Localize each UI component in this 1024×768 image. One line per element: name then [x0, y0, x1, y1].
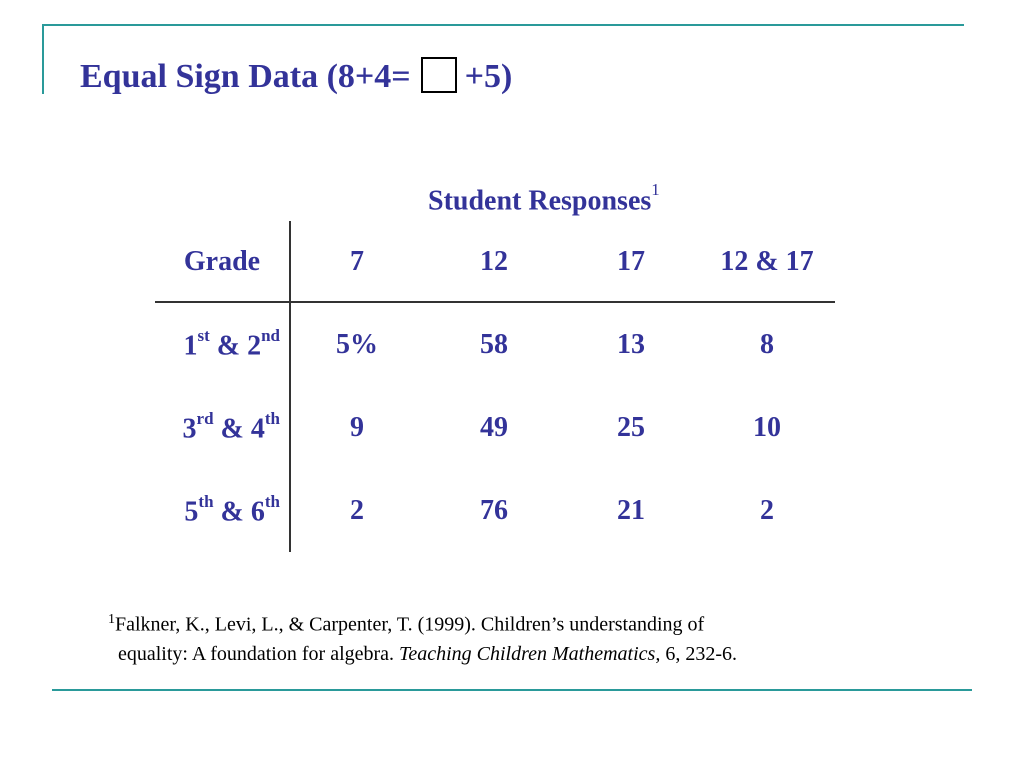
row-3-grade-b: & 6	[220, 496, 265, 528]
footnote-line-1-text: Falkner, K., Levi, L., & Carpenter, T. (1999). Children’s understanding of	[115, 613, 705, 636]
row-2-grade	[130, 409, 280, 445]
row-1-col-1: 5%	[336, 329, 378, 360]
footnote-line-2	[108, 640, 737, 669]
table-caption	[428, 180, 660, 217]
row-2-col-1: 9	[350, 412, 364, 443]
row-3-grade-a: 5	[184, 496, 199, 528]
row-2-grade-a: 3	[182, 413, 197, 445]
footnote-line-2-end: 6, 232-6.	[660, 642, 737, 665]
row-1-col-4: 8	[760, 329, 774, 360]
row-1-grade-b: & 2	[216, 330, 262, 362]
header-col-1: 7	[350, 246, 364, 277]
table-vertical-divider	[289, 221, 291, 552]
title-prefix: Equal Sign Data (8+4=	[80, 58, 411, 95]
table-caption-ref: 1	[651, 180, 660, 199]
row-2-col-2: 49	[480, 412, 508, 443]
row-1-col-3: 13	[617, 329, 645, 360]
header-col-2: 12	[480, 246, 508, 277]
footnote-line-1	[108, 605, 737, 640]
row-3-grade	[130, 492, 280, 528]
row-3-grade-b-suffix: th	[264, 492, 280, 511]
row-2-col-3: 25	[617, 412, 645, 443]
row-1-grade-b-suffix: nd	[261, 326, 280, 345]
row-3-grade-a-suffix: th	[198, 492, 214, 511]
header-grade: Grade	[183, 246, 261, 277]
row-1-grade-a-suffix: st	[197, 326, 210, 345]
header-col-4: 12 & 17	[720, 246, 814, 277]
row-1-grade	[130, 326, 280, 362]
row-1-col-2: 58	[480, 329, 508, 360]
footnote-line-2-text: equality: A foundation for algebra.	[118, 642, 400, 665]
footnote-ref: 1	[108, 612, 115, 627]
row-2-grade-a-suffix: rd	[196, 409, 214, 428]
table-caption-text: Student Responses	[428, 185, 652, 217]
title-suffix: +5)	[464, 58, 513, 95]
table-horizontal-divider	[155, 301, 835, 303]
footnote-journal: Teaching Children Mathematics,	[399, 642, 661, 665]
row-1-grade-a: 1	[183, 330, 198, 362]
row-3-col-2: 76	[480, 495, 508, 526]
row-2-grade-b: & 4	[220, 413, 265, 445]
row-3-col-3: 21	[617, 495, 645, 526]
row-2-grade-b-suffix: th	[264, 409, 280, 428]
row-3-col-1: 2	[350, 495, 364, 526]
row-3-col-4: 2	[760, 495, 774, 526]
row-2-col-4: 10	[753, 412, 781, 443]
header-col-3: 17	[617, 246, 645, 277]
citation-footnote	[108, 605, 737, 669]
